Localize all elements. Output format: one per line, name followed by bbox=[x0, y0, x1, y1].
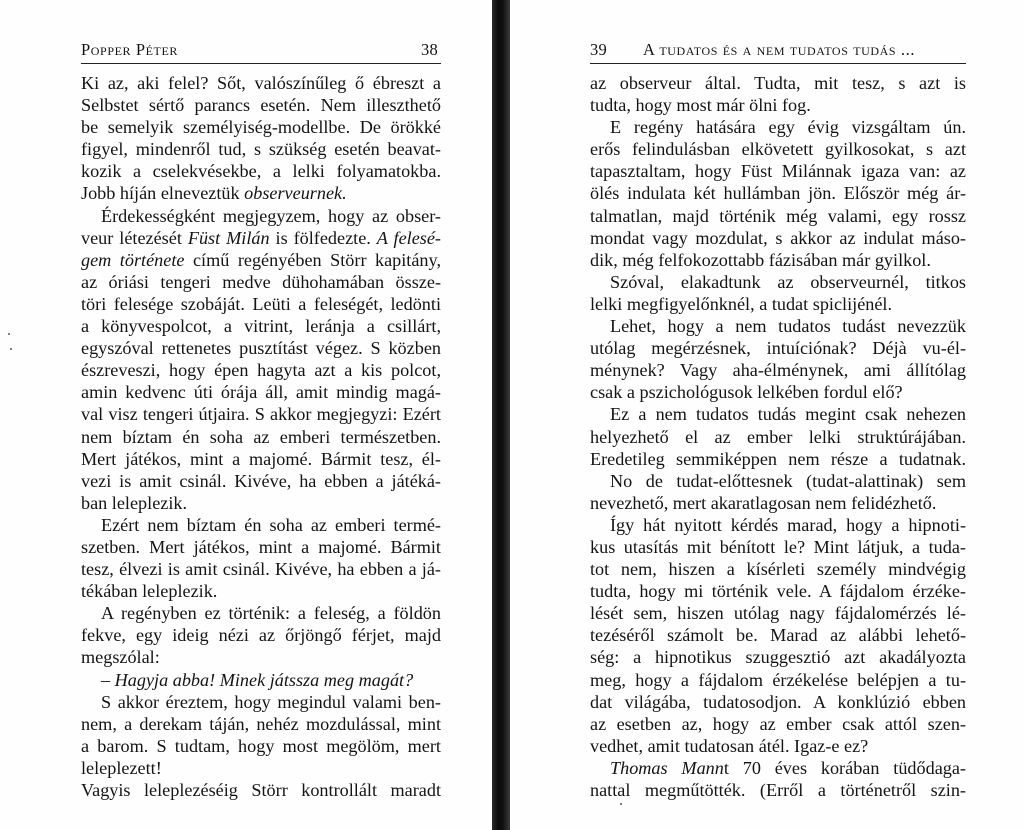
text-line: nattal megműtötték. (Erről a történetről szin- bbox=[590, 780, 966, 800]
text-line: az observeur által. Tudta, mit tesz, s azt is bbox=[590, 73, 966, 93]
left-header-rule bbox=[81, 63, 441, 64]
text-line: vedhet, amit tudatosan átél. Igaz-e ez? bbox=[590, 735, 869, 756]
text-line bbox=[81, 227, 441, 249]
text-run: Jobb híján elneveztük bbox=[81, 183, 245, 204]
text-line: Érdekességként megjegyzem, hogy az obser- bbox=[101, 205, 441, 226]
text-line: megszólal: bbox=[81, 647, 160, 668]
text-run: is fölfedezte. bbox=[269, 227, 377, 248]
right-running-head: A tudatos és a nem tudatos tudás ... bbox=[643, 40, 916, 59]
right-body-text bbox=[590, 72, 966, 801]
right-header-rule bbox=[590, 63, 966, 64]
left-running-head: Popper Péter bbox=[81, 40, 179, 59]
text-line: leleplezett! bbox=[81, 757, 162, 778]
text-line: Ez a nem tudatos tudás megint csak nehezen bbox=[610, 404, 966, 425]
text-line: Szóval, elakadtunk az observeurnél, titkos bbox=[610, 271, 966, 292]
right-page-number: 39 bbox=[590, 40, 608, 59]
book-gutter bbox=[492, 0, 510, 830]
text-line: meg, hogy a fájdalom érzékelése belépjen a tu- bbox=[590, 669, 966, 690]
italic-title: gem története bbox=[81, 249, 185, 270]
text-line: a könyvespolcot, a vitrint, leránja a csillárt, bbox=[81, 316, 441, 337]
text-line: a barom. S tudtam, hogy most megölöm, mert bbox=[81, 735, 441, 756]
text-line: csak a pszichológusok lelkében fordul elő? bbox=[590, 382, 903, 403]
text-line: Lehet, hogy a nem tudatos tudást nevezzük bbox=[610, 316, 966, 337]
text-line: ség: a hipnotikus szuggesztió azt akadályozta bbox=[590, 647, 966, 668]
text-line: kozik a cselekvésekbe, a lelki folyamatokba. bbox=[81, 161, 441, 182]
text-line: tudta, hogy mi történik vele. A fájdalom érzéke- bbox=[590, 581, 966, 602]
left-page-number: 38 bbox=[421, 40, 439, 59]
text-line: töri felesége szobáját. Leüti a feleségét, ledönti bbox=[81, 293, 441, 314]
text-line: tékában leleplezik. bbox=[81, 581, 218, 602]
text-line: S akkor éreztem, hogy megindul valami ben- bbox=[101, 691, 441, 712]
text-line: szetben. Mert játékos, mint a majomé. Bármit bbox=[81, 536, 441, 557]
text-line: erős felindulásban elkövetett gyilkosokat, s azt bbox=[590, 139, 966, 160]
text-line: Így hát nyitott kérdés marad, hogy a hipnoti- bbox=[610, 514, 966, 535]
text-line: E regény hatására egy évig vizsgáltam ún. bbox=[610, 117, 966, 138]
text-line: mondat vagy mozdulat, s akkor az indulat máso- bbox=[590, 227, 966, 248]
text-line: nem, a derekam táján, nehéz mozdulással, mint bbox=[81, 713, 441, 734]
text-line: ban leleplezik. bbox=[81, 492, 188, 513]
text-line: az óriási tengeri medve dühohamában össze- bbox=[81, 271, 441, 292]
text-line: egyszóval rettenetes pusztítást végez. S közben bbox=[81, 338, 441, 359]
text-line: tapasztaltam, hogy Füst Milánnak igaza van: az bbox=[590, 161, 966, 182]
scan-speck bbox=[8, 333, 10, 335]
left-body-text bbox=[81, 72, 441, 801]
text-line: lését sem, hiszen utólag nagy fájdalomérzés lé- bbox=[590, 603, 966, 624]
text-line bbox=[81, 249, 441, 271]
text-line: fekve, egy ideig nézi az őrjöngő férjet, majd bbox=[81, 625, 441, 646]
italic-quote: Hagyja abba! Minek játssza meg magát? bbox=[114, 669, 414, 690]
italic-author: Thomas Mann bbox=[610, 757, 724, 778]
text-line: tezéséről számolt be. Marad az alábbi lehető- bbox=[590, 625, 966, 646]
text-line: kus utasítás mit bénított le? Mint látjuk, a tuda- bbox=[590, 536, 966, 557]
dash: – bbox=[101, 669, 115, 690]
italic-author: Füst Milán bbox=[187, 227, 270, 248]
text-line: be semelyik személyiség-modellbe. De örökké bbox=[81, 117, 441, 138]
text-line: tudta, hogy most már ölni fog. bbox=[590, 95, 811, 116]
text-run: veur létezését bbox=[81, 227, 188, 248]
text-run: t 70 éves korában tüdődaga- bbox=[723, 757, 966, 778]
text-line: Ezért nem bíztam én soha az emberi termé- bbox=[101, 514, 441, 535]
text-line: Mert játékos, mint a majomé. Bármit tesz, él- bbox=[81, 448, 441, 469]
text-line: nem bíztam én soha az emberi természetben. bbox=[81, 426, 441, 447]
text-line: lelki megfigyelőnknél, a tudat spiclijénél. bbox=[590, 293, 893, 314]
text-line: talmatlan, majd történik még valami, egy rossz bbox=[590, 205, 966, 226]
text-line bbox=[81, 669, 441, 691]
text-line: Eredetileg semmiképpen nem része a tudatnak. bbox=[590, 448, 966, 469]
text-line bbox=[590, 757, 966, 779]
text-line: dik, még felfokozottabb fázisában már gyilkol. bbox=[590, 249, 931, 270]
italic-term: observeurnek. bbox=[244, 183, 347, 204]
text-line: észreveszi, hogy épen hagyta azt a kis polcot, bbox=[81, 360, 441, 381]
text-line: utólag megérzésnek, intuíciónak? Déjà vu-él- bbox=[590, 338, 966, 359]
text-line: helyezhető el az ember lelki struktúrájában. bbox=[590, 426, 966, 447]
text-line: vezi is amit csinál. Kivéve, ha ebben a játéká- bbox=[81, 470, 441, 491]
italic-title: A felesé- bbox=[376, 227, 441, 248]
text-line: A regényben ez történik: a feleség, a földön bbox=[101, 603, 441, 624]
text-line: Ki az, aki felel? Sőt, valószínűleg ő ébreszt a bbox=[81, 73, 441, 93]
scan-speck bbox=[10, 348, 12, 350]
right-page bbox=[510, 0, 1024, 830]
text-line: tot nem, hiszen a kísérleti személy mindvégig bbox=[590, 559, 966, 580]
text-line: az esetben az, hogy az ember csak attól szen- bbox=[590, 713, 966, 734]
text-line: No de tudat-előttesnek (tudat-alattinak) sem bbox=[610, 470, 966, 491]
text-line: val visz tengeri útjaira. S akkor megjegyzi: Ezért bbox=[81, 404, 441, 425]
text-line: Vagyis leleplezéséig Störr kontrollált maradt bbox=[81, 780, 441, 800]
text-line: ölés indulata két hullámban jön. Először még ár- bbox=[590, 183, 966, 204]
text-line bbox=[81, 182, 441, 204]
text-line: figyel, mindenről tud, s szükség esetén beavat- bbox=[81, 139, 441, 160]
scan-speck bbox=[620, 803, 622, 805]
text-line: ménynek? Vagy aha-élménynek, ami állítólag bbox=[590, 360, 966, 381]
text-line: nevezhető, mert akaratlagosan nem felidézhető. bbox=[590, 492, 937, 513]
text-line: tesz, élvezi is amit csinál. Kivéve, ha ebben a já- bbox=[81, 559, 441, 580]
text-line: amin kedvenc úti órája áll, amit mindig magá- bbox=[81, 382, 441, 403]
left-page bbox=[0, 0, 497, 830]
text-line: Selbstet sértő parancs esetén. Nem illeszthető bbox=[81, 95, 441, 116]
text-run: című regényében Störr kapitány, bbox=[184, 249, 441, 270]
text-line: dat világába, tudatosodjon. A konklúzió ebben bbox=[590, 691, 966, 712]
